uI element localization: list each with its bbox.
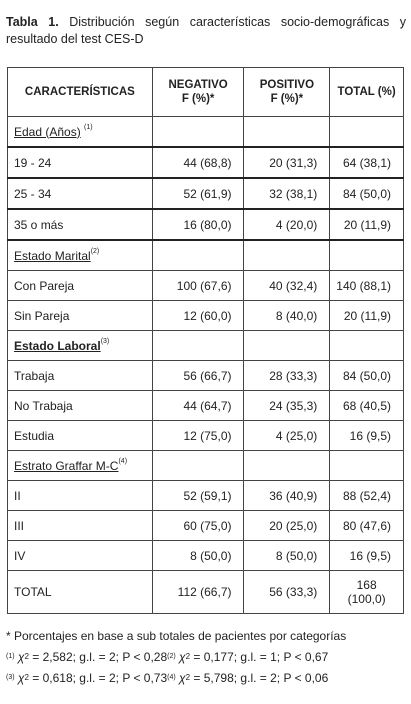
group-label-graffar: Estrato Graffar M-C	[14, 458, 119, 473]
data-table	[7, 67, 404, 614]
group-row-marital: Estado Marital$^{(2)}$	[8, 240, 404, 271]
table-row: III 60 (75,0) 20 (25,0) 80 (47,6)	[8, 511, 404, 541]
header-positivo: POSITIVO F (%)*	[244, 68, 330, 117]
caption-text: Distribución según características socio-demográficas y resultado del test CES-D	[6, 15, 406, 46]
group-row-laboral: Estado Laboral$^{(3)}$	[8, 331, 404, 361]
table-row: 25 - 34 52 (61,9) 32 (38,1) 84 (50,0)	[8, 178, 404, 209]
table-row: 35 o más 16 (80,0) 4 (20,0) 20 (11,9)	[8, 209, 404, 240]
table-row: Sin Pareja 12 (60,0) 8 (40,0) 20 (11,9)	[8, 301, 404, 331]
table-row: IV 8 (50,0) 8 (50,0) 16 (9,5)	[8, 541, 404, 571]
footnote-chi-1-2: $^{(1)}$ $\chi^2 = 2,582$; g.l. = 2; $P < 0,28^{(2)}$ $\chi^2 = 0,177$; g.l. = 1; P < 0,67	[6, 650, 329, 664]
caption-label: Tabla 1.	[6, 15, 59, 29]
footnotes	[6, 626, 406, 689]
header-negativo: NEGATIVO F (%)*	[152, 68, 244, 117]
group-label-edad: Edad (Años)	[14, 124, 81, 139]
group-row-graffar: Estrato Graffar $M-C^{(4)}$	[8, 451, 404, 481]
footnote-chi-3-4: $^{(3)}$ $\chi^2 = 0,618$; g.l. = 2; $P < 0,73^{(4)}$ $\chi^2 = 5,798$; g.l. = 2; P < 0,06	[6, 671, 329, 685]
table-row: Trabaja 56 (66,7) 28 (33,3) 84 (50,0)	[8, 361, 404, 391]
table-row: Con Pareja 100 (67,6) 40 (32,4) 140 (88,1)	[8, 271, 404, 301]
table-row: No Trabaja 44 (64,7) 24 (35,3) 68 (40,5)	[8, 391, 404, 421]
header-row	[8, 68, 404, 117]
group-label-laboral: Estado Laboral	[14, 338, 101, 353]
total-row: TOTAL 112 (66,7) 56 (33,3) 168 (100,0)	[8, 571, 404, 614]
table-row: Estudia 12 (75,0) 4 (25,0) 16 (9,5)	[8, 421, 404, 451]
group-label-marital: Estado Marital	[14, 248, 91, 263]
group-row-edad: Edad (Años) $^{(1)}$	[8, 117, 404, 148]
footnote-star: * Porcentajes en base a sub totales de pacientes por categorías	[6, 629, 347, 643]
header-total: TOTAL (%)	[330, 68, 404, 117]
table-row: 19 - 24 44 (68,8) 20 (31,3) 64 (38,1)	[8, 147, 404, 178]
header-caracteristicas: CARACTERÍSTICAS	[8, 68, 153, 117]
table-row: II 52 (59,1) 36 (40,9) 88 (52,4)	[8, 481, 404, 511]
table-caption	[6, 14, 406, 48]
